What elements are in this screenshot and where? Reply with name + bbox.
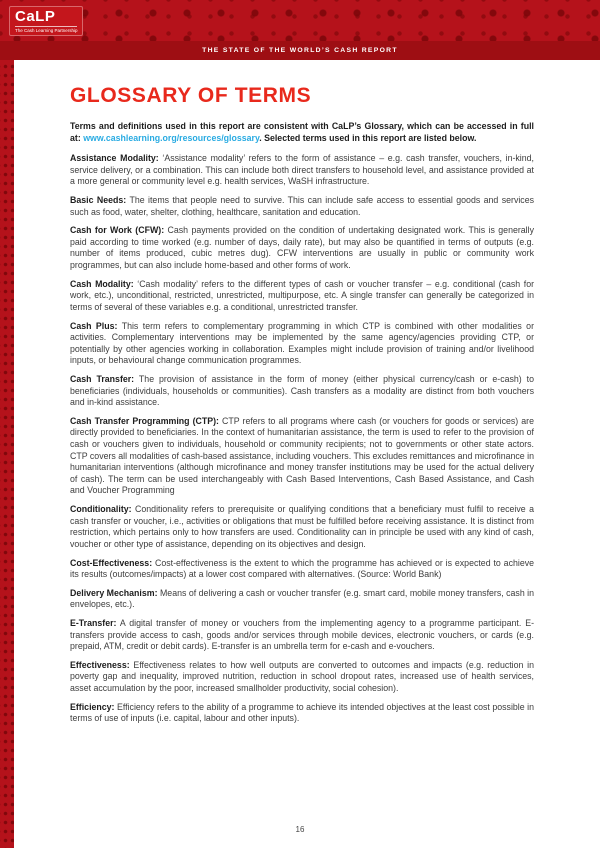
glossary-content [70, 84, 534, 732]
glossary-term: E-Transfer: [70, 617, 117, 628]
glossary-definition: This term refers to complementary programming in which CTP is combined with other modalities or activities. Complementary interventions may be implemented by the same agency/agencies providing CTP, or potentially by other agencies working in collaboration. Examples might include provision of training and/or livelihood inputs, or behavioural change communication programmes. [70, 320, 534, 366]
glossary-entries [70, 153, 534, 725]
glossary-term: Assistance Modality: [70, 153, 159, 164]
glossary-definition: Cost-effectiveness is the extent to which the programme has achieved or is expected to achieve its results (outcomes/impacts) at a lower cost compared with alternatives. (Source: World Bank) [70, 557, 534, 580]
calp-logo [9, 6, 83, 36]
glossary-term: Effectiveness: [70, 659, 130, 670]
glossary-entry [70, 225, 534, 271]
glossary-entry [70, 558, 534, 581]
page-title: GLOSSARY OF TERMS [70, 84, 312, 107]
glossary-entry [70, 618, 534, 653]
glossary-definition: A digital transfer of money or vouchers from the implementing agency to a programme participant. E-transfers provide access to cash, goods and/or services through mobile devices, electronic vouchers, or cards (e.g. prepaid, ATM, credit or debit cards). E-transfer is an umbrella term for e-cash and e-vouchers. [70, 617, 534, 652]
report-banner [0, 41, 600, 60]
glossary-term: Delivery Mechanism: [70, 587, 158, 598]
left-decorative-strip [0, 60, 14, 848]
glossary-term: Basic Needs: [70, 195, 127, 206]
report-header [0, 0, 600, 60]
glossary-entry [70, 588, 534, 611]
page-number: 16 [295, 825, 305, 834]
glossary-entry [70, 702, 534, 725]
calp-logo-subtitle: The Cash Learning Partnership [15, 28, 78, 33]
glossary-term: Cash Plus: [70, 320, 118, 331]
glossary-entry [70, 416, 534, 497]
glossary-term: Conditionality: [70, 504, 132, 515]
glossary-entry [70, 321, 534, 367]
intro-lead: Terms and definitions used in this report are consistent with CaLP’s Glossary, which can be accessed in full at: [70, 121, 534, 143]
glossary-definition: Effectiveness relates to how well outputs are converted to outcomes and impacts (e.g. reduction in poverty gap and inequality, improved nutrition, reduction in school dropout rates, increased use of health services, asset accumulation by the poor, increased smallholder productivity, social cohesion). [70, 659, 534, 693]
glossary-definition: Means of delivering a cash or voucher transfer (e.g. smart card, mobile money transfers, cash in envelopes, etc.). [70, 587, 535, 610]
glossary-definition: Efficiency refers to the ability of a programme to achieve its intended objectives at the least cost possible in terms of use of inputs (i.e. capital, labour and other inputs). [70, 701, 534, 724]
glossary-entry [70, 374, 534, 409]
glossary-term: Cost-Effectiveness: [70, 557, 153, 568]
glossary-entry [70, 279, 534, 314]
glossary-term: Cash Transfer Programming (CTP): [70, 415, 219, 426]
glossary-term: Cash Modality: [70, 278, 134, 289]
glossary-link[interactable]: www.cashlearning.org/resources/glossary [83, 132, 260, 143]
glossary-entry [70, 153, 534, 188]
intro-tail: . Selected terms used in this report are listed below. [259, 132, 477, 143]
glossary-definition: Conditionality refers to prerequisite or qualifying conditions that a beneficiary must fulfil to receive a cash transfer or voucher, i.e., activities or obligations that must be fulfilled before receiving assistance. It is distinct from restriction, which pertains only to how transfers are used. Conditionality can in principle be used with any kind of cash, voucher or other type of assistance, depending on its objectives and design. [70, 504, 534, 549]
glossary-definition: CTP refers to all programs where cash (or vouchers for goods or services) are directly provided to beneficiaries. In the context of humanitarian assistance, the term is used to refer to the provision of cash or vouchers given to individuals, household or community recipients; not to governments or other state actors. CTP covers all modalities of cash-based assistance, including vouchers. This excludes remittances and microfinance in humanitarian interventions (although microfinance and money transfer institutions may be used for the actual delivery of cash). The term can be used interchangeably with Cash Based Interventions, Cash Based Assistance, and Cash and Voucher Programming [70, 415, 534, 496]
glossary-term: Cash for Work (CFW): [70, 225, 165, 236]
glossary-intro [70, 121, 534, 144]
glossary-definition: ‘Assistance modality’ refers to the form of assistance – e.g. cash transfer, vouchers, in-kind, service delivery, or a combination. This can include both direct transfers to household level, and assistance provided at a more general or community level e.g. health services, WaSH infrastructure. [70, 153, 534, 187]
glossary-entry [70, 660, 534, 695]
glossary-definition: The provision of assistance in the form of money (either physical currency/cash or e-cash) to beneficiaries (individuals, households or communities). Cash transfers as a modality are distinct from both vouchers and in-kind assistance. [70, 373, 534, 408]
glossary-term: Cash Transfer: [70, 373, 135, 384]
glossary-definition: ‘Cash modality’ refers to the different types of cash or voucher transfer – e.g. conditional (cash for work, etc.), unconditional, restricted, unrestricted, multipurpose, etc. A single transfer can generally be categorized in terms of several of these variables e.g. a conditional, unrestricted transfer. [70, 278, 535, 312]
glossary-entry [70, 504, 534, 550]
report-banner-text: THE STATE OF THE WORLD’S CASH REPORT [202, 47, 398, 54]
calp-logo-title: CaLP [15, 8, 56, 25]
glossary-entry [70, 195, 534, 218]
glossary-term: Efficiency: [70, 701, 115, 712]
glossary-definition: The items that people need to survive. This can include safe access to essential goods and services such as food, water, shelter, clothing, healthcare, sanitation and education. [70, 195, 534, 217]
glossary-definition: Cash payments provided on the condition of undertaking designated work. This is generally paid according to time worked (e.g. number of days, daily rate), but may also be quantified in terms of outputs (e.g. number of items produced, cubic metres dug). CFW interventions are usually in public or community work programmes, but can also include home-based and other forms of work. [70, 225, 534, 271]
